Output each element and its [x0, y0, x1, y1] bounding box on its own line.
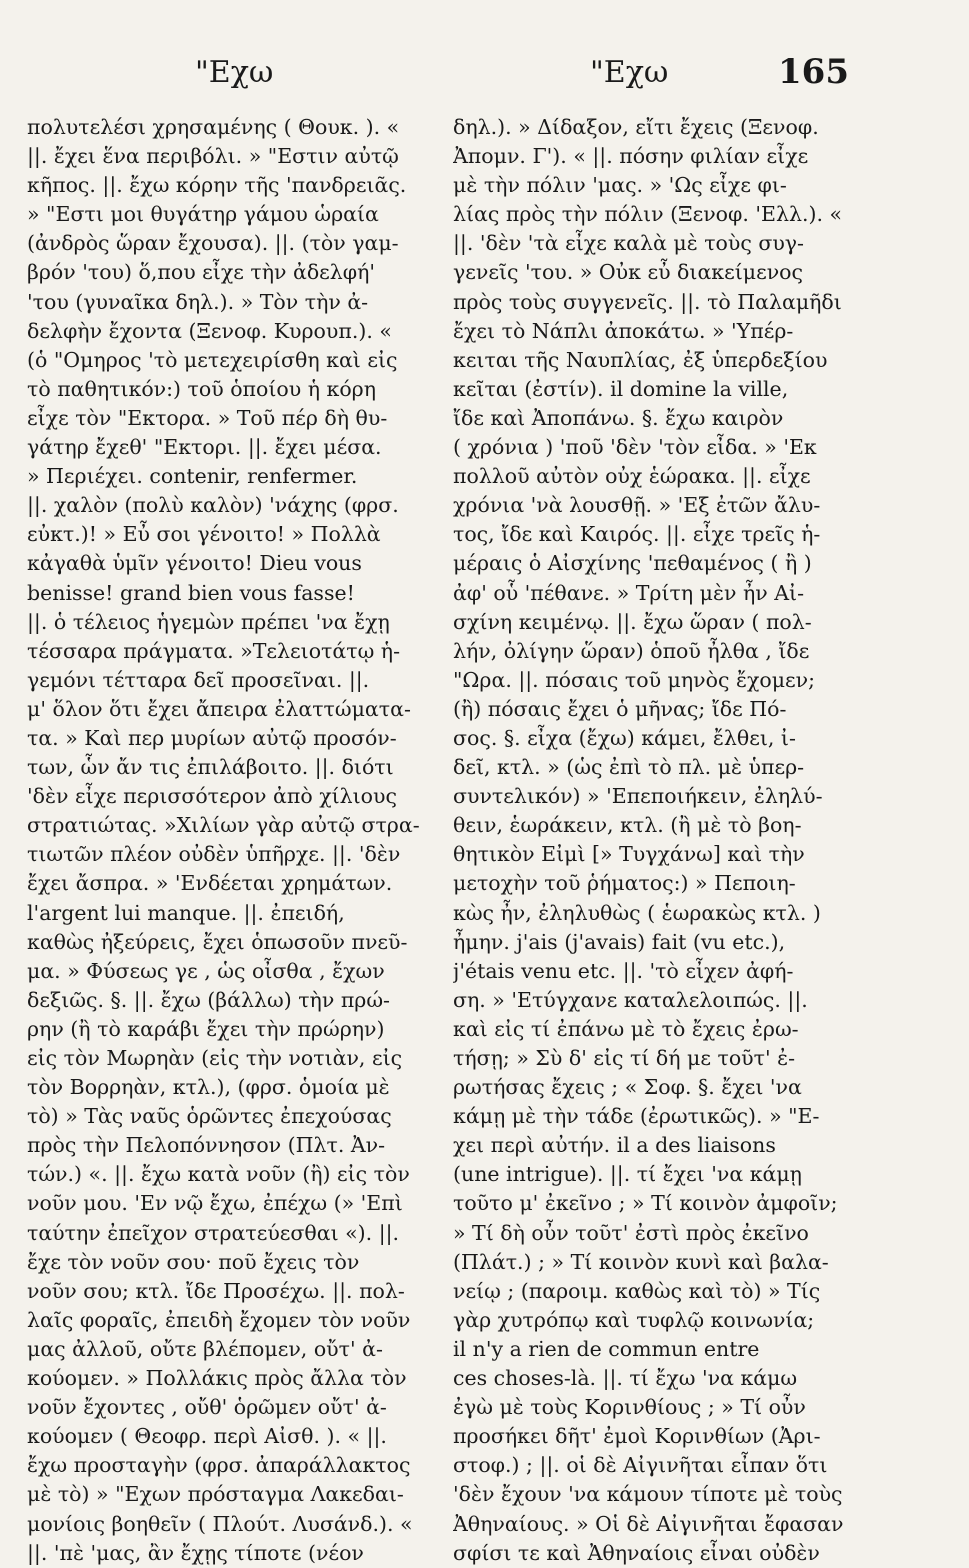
text-line: των, ὧν ἄν τις ἐπιλάβοιτο. ||. διότι [27, 755, 394, 780]
text-line: χρόνια 'νὰ λουσθῇ. » 'Εξ ἐτῶν ἄλυ- [453, 493, 821, 518]
text-line: (ἢ) πόσαις ἔχει ὁ μῆνας; ἴδε Πό- [453, 696, 787, 721]
text-line: ση. » 'Ετύγχανε καταλελοιπώς. ||. [453, 987, 808, 1012]
text-line: στοφ.) ; ||. οἱ δὲ Αἰγινῆται εἶπαν ὅτι [453, 1453, 828, 1478]
text-line: συντελικόν) » 'Επεποιήκειν, ἐληλύ- [453, 784, 823, 809]
text-line: ||. ὁ τέλειος ἡγεμὼν πρέπει 'να ἔχῃ [27, 609, 390, 634]
text-line: κεῖται (ἐστίν). il domine la ville, [453, 376, 789, 401]
text-line: ἴδε καὶ Ἀποπάνω. §. ἔχω καιρὸν [453, 405, 784, 430]
text-line: πολυτελέσι χρησαμένης ( Θουκ. ). « [27, 115, 400, 139]
text-line: λίας πρὸς τὴν πόλιν (Ξενοφ. 'Ελλ.). « [453, 202, 843, 227]
text-line: κἀγαθὰ ὑμῖν γένοιτο! Dieu vous [27, 551, 362, 576]
text-line: γενεῖς 'του. » Οὐκ εὖ διακείμενος [453, 260, 803, 285]
text-line: κάμῃ μὲ τὴν τάδε (ἐρωτικῶς). » "Ε- [453, 1104, 820, 1129]
text-line: λήν, ὀλίγην ὥραν) ὁποῦ ἦλθα , ἴδε [453, 638, 810, 663]
text-line: νείῳ ; (παροιμ. καθὼς καὶ τὸ) » Τίς [453, 1278, 821, 1303]
text-line: (une intrigue). ||. τί ἔχει 'να κάμῃ [453, 1162, 802, 1187]
text-line: ταύτην ἐπεῖχον στρατεύεσθαι «). ||. [27, 1220, 400, 1245]
text-line: κούομεν ( Θεοφρ. περὶ Αἰσθ. ). « ||. [27, 1424, 387, 1449]
text-line: τήσῃ; » Σὺ δ' εἰς τί δή με τοῦτ' ἐ- [453, 1046, 796, 1070]
text-line: μὲ τὸ) » "Εχων πρόσταγμα Λακεδαι- [27, 1482, 404, 1507]
text-line: ἀφ' οὗ 'πέθανε. » Τρίτη μὲν ἦν Αἰ- [453, 580, 804, 605]
text-line: δεῖ, κτλ. » (ὡς ἐπὶ τὸ πλ. μὲ ὑπερ- [453, 755, 805, 780]
text-line: ( χρόνια ) 'ποῦ 'δὲν 'τὸν εἶδα. » 'Εκ [453, 435, 817, 460]
text-line: γὰρ χυτρόπῳ καὶ τυφλῷ κοινωνία; [453, 1307, 815, 1332]
text-line: καθὼς ἠξεύρεις, ἔχει ὁπωσοῦν πνεῦ- [27, 929, 408, 954]
text-line: ἔχει ἄσπρα. » 'Ενδέεται χρημάτων. [27, 871, 393, 896]
text-line: πρὸς τοὺς συγγενεῖς. ||. τὸ Παλαμῆδι [453, 289, 842, 314]
text-line: (Πλάτ.) ; » Τί κοινὸν κυνὶ καὶ βαλα- [453, 1249, 829, 1274]
text-line: τών.) «. ||. ἔχω κατὰ νοῦν (ἢ) εἰς τὸν [27, 1162, 410, 1187]
text-line: τέσσαρα πράγματα. »Τελειοτάτῳ ἡ- [27, 638, 401, 663]
text-line: μας ἀλλοῦ, οὔτε βλέπομεν, οὔτ' ἀ- [27, 1336, 383, 1361]
text-line: ἔχει τὸ Νάπλι ἀποκάτω. » 'Υπέρ- [453, 318, 794, 343]
text-line: (ὁ "Ομηρος 'τὸ μετεχειρίσθη καὶ εἰς [27, 347, 398, 372]
text-line: ||. ἔχει ἕνα περιβόλι. » "Εστιν αὐτῷ [27, 144, 399, 169]
text-line: γεμόνι τέτταρα δεῖ προσεῖναι. ||. [27, 667, 370, 692]
text-line: ces choses-là. ||. τί ἔχω 'να κάμω [453, 1366, 798, 1391]
text-line: τα. » Καὶ περ μυρίων αὐτῷ προσόν- [27, 725, 397, 750]
text-line: j'étais venu etc. ||. 'τὸ εἶχεν ἀφή- [453, 958, 794, 983]
text-line: τιωτῶν πλέον οὐδὲν ὑπῆρχε. ||. 'δὲν [27, 842, 401, 867]
text-line: βρόν 'του) ὅ,που εἶχε τὴν ἀδελφή' [27, 260, 376, 285]
text-line: 'δὲν εἶχε περισσότερον ἀπὸ χίλιους [27, 784, 397, 809]
text-line: τος, ἴδε καὶ Καιρός. ||. εἶχε τρεῖς ἡ- [453, 522, 821, 547]
text-line: δεξιῶς. §. ||. ἔχω (βάλλω) τὴν πρώ- [27, 987, 390, 1012]
text-line: il n'y a rien de commun entre [453, 1336, 760, 1361]
text-line: » Τί δὴ οὖν τοῦτ' ἐστὶ πρὸς ἐκεῖνο [453, 1220, 809, 1245]
text-line: δελφὴν ἔχοντα (Ξενοφ. Κυρουπ.). « [27, 318, 392, 343]
text-line: κῆπος. ||. ἔχω κόρην τῆς 'πανδρειᾶς. [27, 173, 407, 198]
text-line: σος. §. εἶχα (ἔχω) κάμει, ἔλθει, ἰ- [453, 725, 796, 750]
text-line: εὐκτ.)! » Εὖ σοι γένοιτο! » Πολλὰ [27, 522, 381, 547]
text-line: πρὸς τὴν Πελοπόννησον (Πλτ. Ἀν- [27, 1133, 386, 1158]
text-line: benisse! grand bien vous fasse! [27, 580, 355, 605]
text-line: "Ωρα. ||. πόσαις τοῦ μηνὸς ἔχομεν; [453, 667, 816, 692]
text-line: τὸ) » Τὰς ναῦς ὁρῶντες ἐπεχούσας [27, 1104, 392, 1129]
text-line: ||. 'πὲ 'μας, ἂν ἔχῃς τίποτε (νέον [27, 1540, 364, 1565]
text-line: μὲ τὴν πόλιν 'μας. » 'Ως εἶχε φι- [453, 173, 787, 198]
text-line: l'argent lui manque. ||. ἐπειδή, [27, 900, 345, 925]
text-line: σφίσι τε καὶ Ἀθηναίοις εἶναι οὐδὲν [453, 1540, 820, 1565]
text-line: ρην (ἢ τὸ καράβι ἔχει τὴν πρώρην) [27, 1016, 385, 1041]
text-line: θητικὸν Εἰμὶ [» Τυγχάνω] καὶ τὴν [453, 842, 805, 867]
text-line: κούομεν. » Πολλάκις πρὸς ἄλλα τὸν [27, 1366, 407, 1391]
text-line: ἔχε τὸν νοῦν σου· ποῦ ἔχεις τὸν [27, 1249, 360, 1274]
text-line: τὸν Βορρηὰν, κτλ.), (φρσ. ὁμοία μὲ [27, 1075, 390, 1100]
text-line: ||. 'δὲν 'τὰ εἶχε καλὰ μὲ τοὺς συγ- [453, 231, 804, 256]
text-line: κὼς ἦν, ἐληλυθὼς ( ἑωρακὼς κτλ. ) [453, 900, 821, 925]
left-column [27, 113, 435, 1568]
header-left-word: "Εχω [195, 55, 274, 90]
text-line: 'δὲν ἔχουν 'να κάμουν τίποτε μὲ τοὺς [453, 1482, 843, 1507]
text-line: εἰς τὸν Μωρηὰν (εἰς τὴν νοτιὰν, εἰς [27, 1046, 403, 1070]
text-line: κειται τῆς Ναυπλίας, ἐξ ὑπερδεξίου [453, 347, 828, 372]
text-line: καὶ εἰς τί ἐπάνω μὲ τὸ ἔχεις ἐρω- [453, 1016, 799, 1041]
text-line: χει περὶ αὐτήν. il a des liaisons [453, 1133, 776, 1158]
text-line: πολλοῦ αὐτὸν οὐχ ἑώρακα. ||. εἶχε [453, 464, 811, 489]
text-line: νοῦν μου. 'Εν νῷ ἔχω, ἐπέχω (» 'Επὶ [27, 1191, 403, 1216]
text-line: λαῖς φοραῖς, ἐπειδὴ ἔχομεν τὸν νοῦν [27, 1307, 411, 1332]
text-line: ἔχω προσταγὴν (φρσ. ἀπαράλλακτος [27, 1453, 411, 1478]
text-line: εἶχε τὸν "Εκτορα. » Τοῦ πέρ δὴ θυ- [27, 405, 388, 430]
text-line: » Περιέχει. contenir, renfermer. [27, 464, 358, 489]
text-line: θειν, ἑωράκειν, κτλ. (ἢ μὲ τὸ βοη- [453, 813, 802, 838]
text-line: Ἀθηναίους. » Οἱ δὲ Αἰγινῆται ἔφασαν [453, 1511, 844, 1536]
text-line: τὸ παθητικόν:) τοῦ ὁποίου ἡ κόρη [27, 376, 377, 401]
text-line: ||. χαλὸν (πολὺ καλὸν) 'νάχης (φρσ. [27, 493, 399, 518]
text-line: » "Εστι μοι θυγάτηρ γάμου ὡραία [27, 202, 379, 227]
text-line: νοῦν σου; κτλ. ἴδε Προσέχω. ||. πολ- [27, 1278, 405, 1303]
text-line: προσήκει δῆτ' ἐμοὶ Κορινθίων (Ἀρι- [453, 1424, 821, 1449]
text-line: γάτηρ ἔχεθ' "Εκτορι. ||. ἔχει μέσα. [27, 435, 382, 460]
text-line: τοῦτο μ' ἐκεῖνο ; » Τί κοινὸν ἀμφοῖν; [453, 1191, 838, 1216]
text-line: μέραις ὁ Αἰσχίνης 'πεθαμένος ( ἢ ) [453, 551, 812, 576]
text-line: μ' ὅλον ὅτι ἔχει ἄπειρα ἐλαττώματα- [27, 696, 411, 721]
text-line: 'του (γυναῖκα δηλ.). » Τὸν τὴν ἀ- [27, 289, 369, 314]
text-line: νοῦν ἔχοντες , οὔθ' ὁρῶμεν οὔτ' ἀ- [27, 1395, 387, 1420]
text-line: ἦμην. j'ais (j'avais) fait (vu etc.), [453, 929, 786, 954]
text-line: μετοχὴν τοῦ ῥήματος:) » Πεποιη- [453, 871, 796, 896]
text-line: Ἀπομν. Γ'). « ||. πόσην φιλίαν εἶχε [453, 144, 809, 169]
text-line: δηλ.). » Δίδαξον, εἴτι ἔχεις (Ξενοφ. [453, 115, 819, 139]
text-line: στρατιώτας. »Χιλίων γὰρ αὐτῷ στρα- [27, 813, 420, 838]
page-number: 165 [778, 52, 849, 92]
text-line: ἐγὼ μὲ τοὺς Κορινθίους ; » Τί οὖν [453, 1395, 806, 1420]
text-line: μα. » Φύσεως γε , ὡς οἶσθα , ἔχων [27, 958, 385, 983]
text-line: (ἀνδρὸς ὥραν ἔχουσα). ||. (τὸν γαμ- [27, 231, 399, 256]
header-right-word: "Εχω [590, 55, 669, 90]
text-line: μονίοις βοηθεῖν ( Πλούτ. Λυσάνδ.). « [27, 1511, 413, 1536]
right-column [453, 113, 861, 1568]
text-line: ρωτήσας ἔχεις ; « Σοφ. §. ἔχει 'να [453, 1075, 802, 1100]
text-line: σχίνη κειμένῳ. ||. ἔχω ὥραν ( πολ- [453, 609, 812, 634]
